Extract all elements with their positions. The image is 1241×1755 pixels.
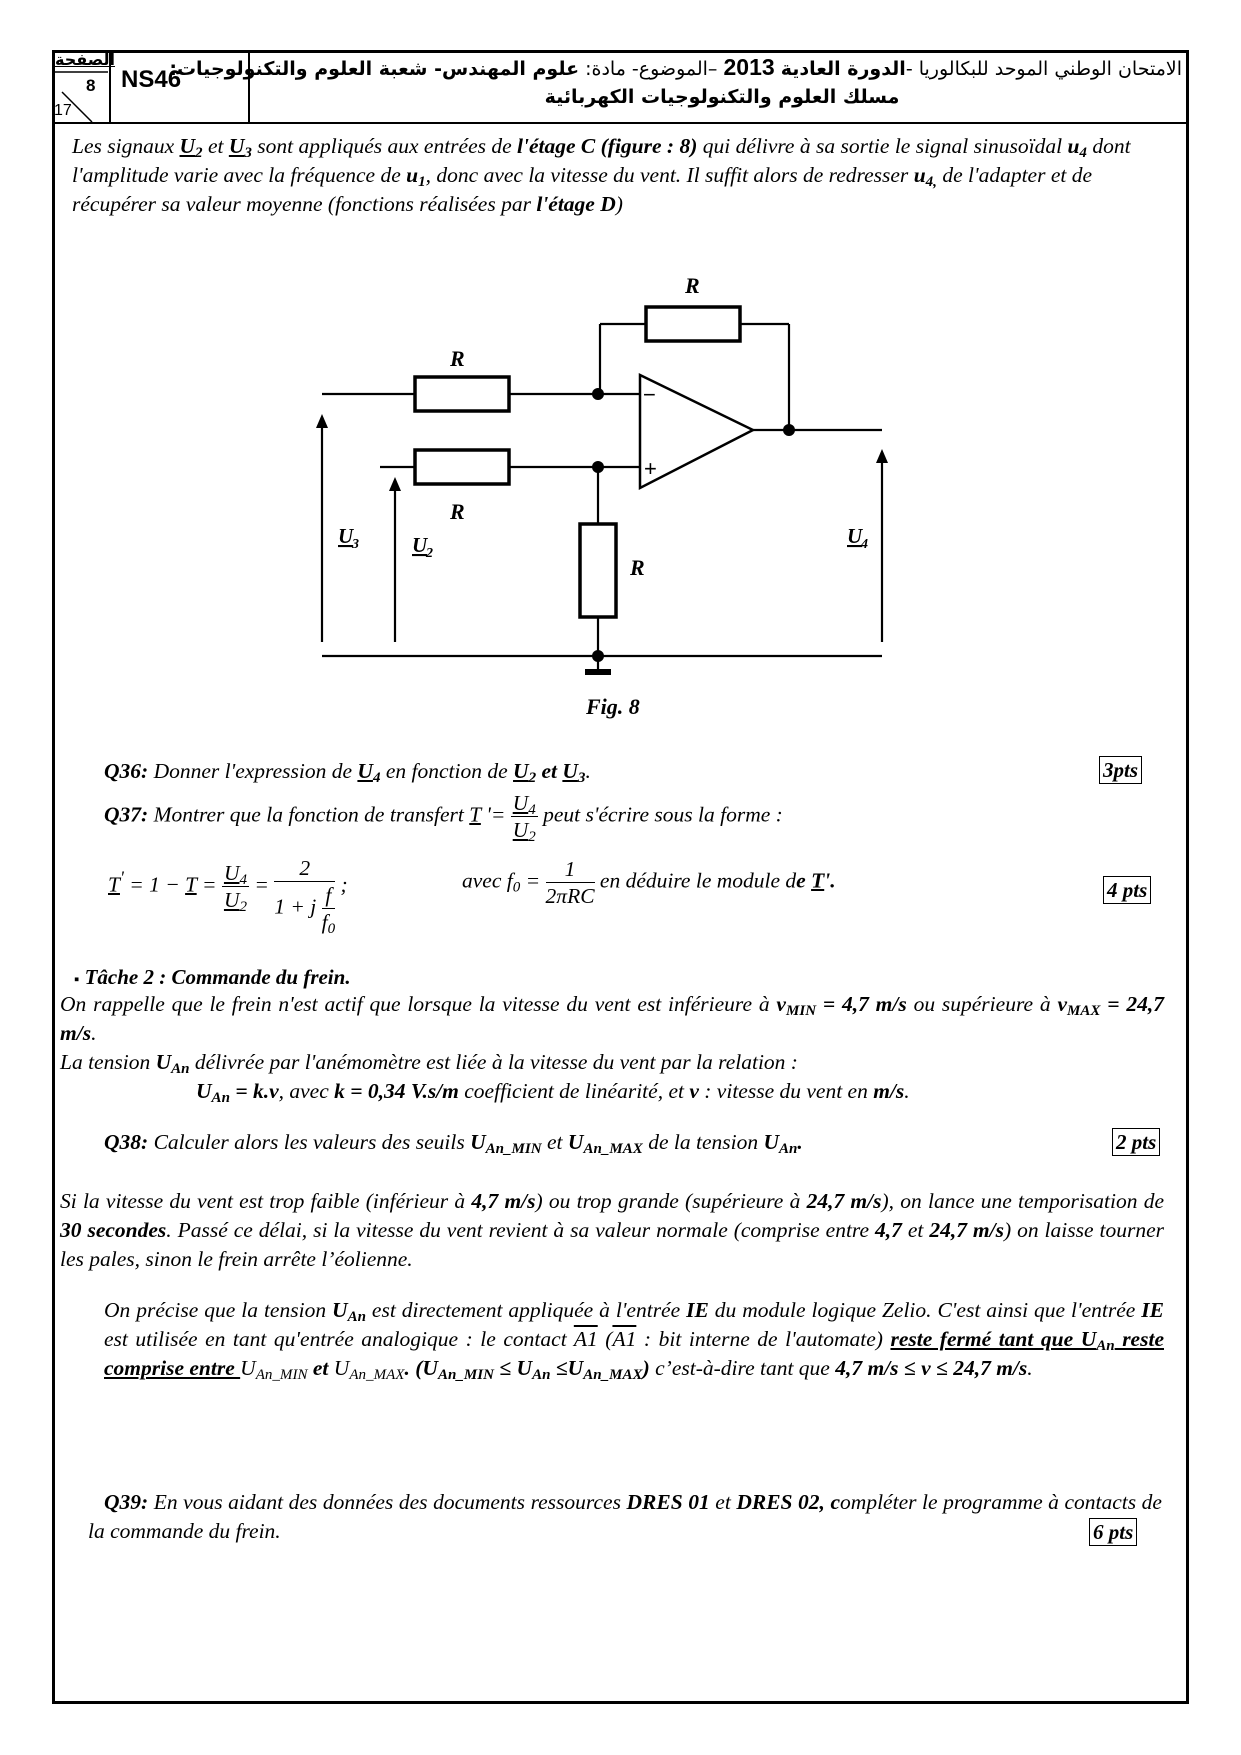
symbol-v: v xyxy=(689,1079,699,1103)
sub: 3 xyxy=(577,770,586,786)
q37-text: Montrer que la fonction de transfert xyxy=(148,802,470,827)
header-title-line2: مسلك العلوم والتكنولوجيات الكهربائية xyxy=(544,86,900,108)
sub: An_MAX xyxy=(349,1367,405,1383)
zelio-text: ) xyxy=(642,1356,650,1380)
symbol-u2: U xyxy=(179,134,196,158)
symbol-t: T xyxy=(185,872,197,897)
sub: 3 xyxy=(244,145,252,161)
sub: An_MAX xyxy=(583,1141,643,1157)
sub: An_MIN xyxy=(437,1367,494,1383)
label-r-ground: R xyxy=(630,555,645,580)
symbol-uan: U xyxy=(332,1298,348,1322)
task2-text: , avec xyxy=(278,1079,335,1103)
coefficient-k: k = 0,34 V.s/m xyxy=(334,1079,459,1103)
fraction-f-f0 xyxy=(322,882,336,935)
task2-text: La tension xyxy=(60,1050,156,1074)
formula-text: = xyxy=(520,868,546,893)
frac-den: U xyxy=(512,818,529,842)
formula-text: en déduire le module d xyxy=(594,868,797,893)
question-q38 xyxy=(104,1128,1084,1157)
zelio-paragraph xyxy=(104,1296,1164,1383)
header-session: الدورة العادية xyxy=(780,58,906,80)
intro-text: de l'adapter et de récupérer sa valeur moyenne (fonctions réalisées par xyxy=(72,163,1093,216)
symbol-f0: f xyxy=(506,868,513,893)
frac-num: 1 xyxy=(546,856,595,883)
tempo-value: 24,7 m/s xyxy=(806,1189,882,1213)
symbol-uan: U xyxy=(763,1130,779,1154)
zelio-text: . xyxy=(1027,1356,1033,1380)
arrowhead-u2 xyxy=(389,477,401,491)
symbol-u1: u xyxy=(406,163,419,187)
q36-and: et xyxy=(536,759,563,783)
q36-points: 3pts xyxy=(1099,756,1142,784)
arrowhead-u4 xyxy=(876,449,888,463)
resistor-input-u3 xyxy=(415,377,509,411)
frac-den: f xyxy=(321,910,328,934)
task2-text: coefficient de linéarité, et xyxy=(458,1079,690,1103)
task2-text: délivrée par l'anémomètre est liée à la vitesse du vent par la relation : xyxy=(189,1050,798,1074)
sub: 4, xyxy=(925,174,937,190)
intro-text: Les signaux xyxy=(72,134,180,158)
symbol-uanmin: U xyxy=(240,1356,256,1380)
symbol-uan: U xyxy=(196,1079,212,1103)
task2-text: . xyxy=(91,1021,97,1045)
q39-text: En vous aidant des données des documents ressources xyxy=(148,1490,627,1514)
arrowhead-u3 xyxy=(316,414,328,428)
sub: 2 xyxy=(528,829,536,845)
tempo-text: ) ou trop grande (supérieure à xyxy=(535,1189,807,1213)
label-u2: U xyxy=(412,533,428,557)
q37-text: peut s'écrire sous la forme : xyxy=(537,802,783,827)
zelio-text: On précise que la tension xyxy=(104,1298,333,1322)
label-r-u3: R xyxy=(450,346,465,371)
symbol-u3: U xyxy=(562,759,578,783)
fraction-u4-u2 xyxy=(511,790,538,843)
tempo-value: 24,7 m/s xyxy=(929,1218,1004,1242)
sub: 2 xyxy=(528,770,537,786)
page-label: الصفحة xyxy=(55,50,116,69)
intro-text: sont appliqués aux entrées de xyxy=(251,134,518,158)
etage-c: l'étage C (figure : 8) xyxy=(517,134,698,158)
zelio-text: est utilisée en tant qu'entrée analogique : le contact xyxy=(104,1327,574,1351)
sub: 4 xyxy=(1079,145,1087,161)
symbol-u2: U xyxy=(513,759,529,783)
sub: An xyxy=(1096,1338,1115,1354)
circuit-figure xyxy=(0,0,1241,760)
page-number: 8 xyxy=(86,76,96,95)
sub: 4 xyxy=(239,872,247,888)
q37-eq: '= xyxy=(480,802,511,827)
q36-text: . xyxy=(585,759,591,783)
node-dot xyxy=(592,388,604,400)
unit-ms: m/s xyxy=(873,1079,905,1103)
sub: 0 xyxy=(327,921,336,937)
q39-points: 6 pts xyxy=(1089,1518,1137,1546)
tempo-text: ), on lance une temporisation de xyxy=(881,1189,1164,1213)
symbol-uanmin: U xyxy=(470,1130,486,1154)
symbol-uan: U xyxy=(155,1050,172,1074)
zelio-text: et xyxy=(307,1356,334,1380)
intro-text: et xyxy=(202,134,229,158)
frac-den: U xyxy=(223,888,240,912)
symbol-vmin: v xyxy=(776,992,786,1016)
label-u2-sub: 2 xyxy=(426,546,433,561)
formula-text: = xyxy=(249,872,275,897)
symbol-tprime: T xyxy=(108,872,120,897)
symbol-vmax: v xyxy=(1057,992,1067,1016)
q39-text: ompléter le programme à contacts de la commande du frein. xyxy=(88,1490,1162,1543)
vmin-value: = 4,7 m/s xyxy=(816,992,907,1016)
node-dot xyxy=(783,424,795,436)
speed-range: 4,7 m/s ≤ v ≤ 24,7 m/s xyxy=(835,1356,1028,1380)
resistor-feedback xyxy=(646,307,740,341)
label-u3-sub: 3 xyxy=(352,537,359,552)
label-u3: U xyxy=(338,524,354,548)
q37-label: Q37: xyxy=(104,802,149,827)
sub: 1 xyxy=(418,174,426,190)
tempo-text: Si la vitesse du vent est trop faible (inférieur à xyxy=(60,1189,472,1213)
zelio-text: est directement appliquée à l'entrée xyxy=(365,1298,687,1322)
sub: An_MAX xyxy=(583,1367,643,1383)
label-r-u2: R xyxy=(450,499,465,524)
formula-text: = 1 − xyxy=(123,872,186,897)
q38-text: . xyxy=(797,1130,803,1154)
header-text-a: الامتحان الوطني الموحد للبكالوريا - xyxy=(905,58,1182,80)
tempo-value: 4,7 m/s xyxy=(471,1189,536,1213)
q39-text: et xyxy=(709,1490,737,1514)
q36-label: Q36: xyxy=(104,759,149,783)
etage-d: l'étage D xyxy=(536,192,616,216)
question-q39 xyxy=(88,1488,1162,1546)
plus-sign: + xyxy=(644,456,657,481)
frac-num: 2 xyxy=(274,855,335,882)
vmax-value: = 24,7 m/s xyxy=(60,992,1164,1045)
anemometer-relation xyxy=(196,1077,1156,1106)
q38-points: 2 pts xyxy=(1112,1128,1160,1156)
symbol-u4: U xyxy=(357,759,373,783)
contact-a1: A1 xyxy=(612,1327,637,1351)
symbol-uan: U xyxy=(516,1356,533,1380)
bullet: ▪ xyxy=(74,972,80,988)
formula-text: = xyxy=(196,872,222,897)
formula-text: e xyxy=(796,868,812,893)
sub: 4 xyxy=(528,802,536,818)
symbol-u3: U xyxy=(228,134,245,158)
zelio-text: . ( xyxy=(404,1356,423,1380)
header-year: 2013 xyxy=(723,54,775,80)
sub: An xyxy=(532,1367,551,1383)
label-u4-sub: 4 xyxy=(861,537,868,552)
symbol-u4: u xyxy=(913,163,926,187)
tempo-duration: 30 secondes xyxy=(60,1218,167,1242)
tempo-value: 4,7 xyxy=(875,1218,902,1242)
zelio-text: ≤ xyxy=(493,1356,517,1380)
formula-text: avec xyxy=(462,868,507,893)
intro-text: ) xyxy=(615,192,623,216)
q36-text: en fonction de xyxy=(380,759,514,783)
task2-text: ou supérieure à xyxy=(906,992,1058,1016)
sub: An xyxy=(171,1061,190,1077)
question-q36 xyxy=(104,757,1004,786)
op-amp xyxy=(640,375,753,488)
sub: An_MIN xyxy=(485,1141,542,1157)
minus-sign: − xyxy=(643,382,656,407)
q38-text: de la tension xyxy=(642,1130,764,1154)
sub: An_MIN xyxy=(255,1367,308,1383)
q36-text: Donner l'expression de xyxy=(148,759,358,783)
q38-label: Q38: xyxy=(104,1130,149,1154)
sub: 0 xyxy=(512,879,521,896)
input-ie: IE xyxy=(1141,1298,1164,1322)
task2-text: : vitesse du vent en xyxy=(698,1079,874,1103)
zelio-emphasis: reste fermé tant que U xyxy=(890,1327,1097,1351)
node-dot xyxy=(592,650,604,662)
task2-paragraph1 xyxy=(60,990,1164,1048)
frac-num: U xyxy=(223,861,240,885)
symbol-u4: u xyxy=(1067,134,1080,158)
symbol-t: T xyxy=(469,802,481,827)
fraction-2-over xyxy=(274,855,335,935)
zelio-text: ( xyxy=(597,1327,613,1351)
node-dot xyxy=(592,461,604,473)
sub: 2 xyxy=(239,899,247,915)
intro-text: dont l'amplitude varie avec la fréquence de xyxy=(72,134,1131,187)
intro-text: , donc avec la vitesse du vent. Il suffit alors de redresser xyxy=(425,163,914,187)
intro-text: qui délivre à sa sortie le signal sinusoïdal xyxy=(697,134,1068,158)
sub: MIN xyxy=(785,1003,817,1019)
label-u4: U xyxy=(847,524,863,548)
sub: An xyxy=(347,1309,366,1325)
formula-text: ; xyxy=(335,872,348,897)
task2-paragraph2 xyxy=(60,1048,1164,1077)
symbol-tprime: T xyxy=(811,868,825,893)
header-subject: علوم المهندس- شعبة العلوم والتكنولوجيات: xyxy=(169,58,580,80)
doc-dres02: DRES 02, c xyxy=(736,1490,841,1514)
temporisation-paragraph xyxy=(60,1187,1164,1274)
frac-num: f xyxy=(322,882,336,909)
q38-text: et xyxy=(541,1130,568,1154)
q39-label: Q39: xyxy=(104,1490,149,1514)
fraction-u4-u2 xyxy=(222,860,249,913)
label-r-feedback: R xyxy=(685,273,700,298)
sub: 4 xyxy=(372,770,381,786)
sub: An xyxy=(211,1090,230,1106)
q38-text: Calculer alors les valeurs des seuils xyxy=(148,1130,471,1154)
transfer-function-formula: T' = 1 − T = $\frac{U_4}{U_2}$ = 2 1 + j $\frac{f}{f_0}$ ; xyxy=(108,856,348,937)
task2-text: On rappelle que le frein n'est actif que lorsque la vitesse du vent est inférieure à xyxy=(60,992,777,1016)
tempo-text: et xyxy=(901,1218,930,1242)
doc-dres01: DRES 01 xyxy=(626,1490,710,1514)
symbol-uanmin: U xyxy=(422,1356,438,1380)
fraction-1-2pirc xyxy=(546,856,595,909)
zelio-text: : bit interne de l'automate) xyxy=(636,1327,891,1351)
ground-symbol xyxy=(585,669,611,675)
tempo-text: ) on laisse tourner les pales, sinon le frein arrête l’éolienne. xyxy=(60,1218,1164,1271)
tempo-text: . Passé ce délai, si la vitesse du vent revient à sa valeur normale (comprise entre xyxy=(166,1218,875,1242)
q37-points: 4 pts xyxy=(1103,876,1151,904)
figure-caption: Fig. 8 xyxy=(586,694,640,719)
sub: MAX xyxy=(1067,1003,1101,1019)
input-ie: IE xyxy=(686,1298,709,1322)
zelio-emphasis: reste comprise entre xyxy=(104,1327,1164,1380)
contact-a1: A1 xyxy=(573,1327,598,1351)
symbol-uanmax: U xyxy=(333,1356,350,1380)
f0-definition xyxy=(462,856,836,909)
sub: An xyxy=(779,1141,798,1157)
symbol-uanmax: U xyxy=(567,1356,584,1380)
zelio-text: du module logique Zelio. C'est ainsi que l'entrée xyxy=(708,1298,1142,1322)
symbol-uanmax: U xyxy=(567,1130,584,1154)
resistor-input-u2 xyxy=(415,450,509,484)
task2-title-text: Tâche 2 : Commande du frein. xyxy=(84,965,351,989)
frac-den: 2πRC xyxy=(545,884,595,908)
frac-den: 1 + j xyxy=(274,894,317,919)
zelio-text: c’est-à-dire tant que xyxy=(649,1356,836,1380)
page-total: 17 xyxy=(54,102,72,119)
question-q37 xyxy=(104,790,783,843)
formula-text: '. xyxy=(824,868,836,893)
zelio-text: ≤ xyxy=(550,1356,568,1380)
relation-eq: = k.v xyxy=(229,1079,279,1103)
task2-text: . xyxy=(904,1079,910,1103)
exam-code: NS46 xyxy=(121,66,182,93)
resistor-ground xyxy=(580,524,616,617)
frac-num: U xyxy=(512,791,529,815)
header-text-c: –الموضوع- مادة: xyxy=(579,58,724,80)
sub: 2 xyxy=(195,145,203,161)
